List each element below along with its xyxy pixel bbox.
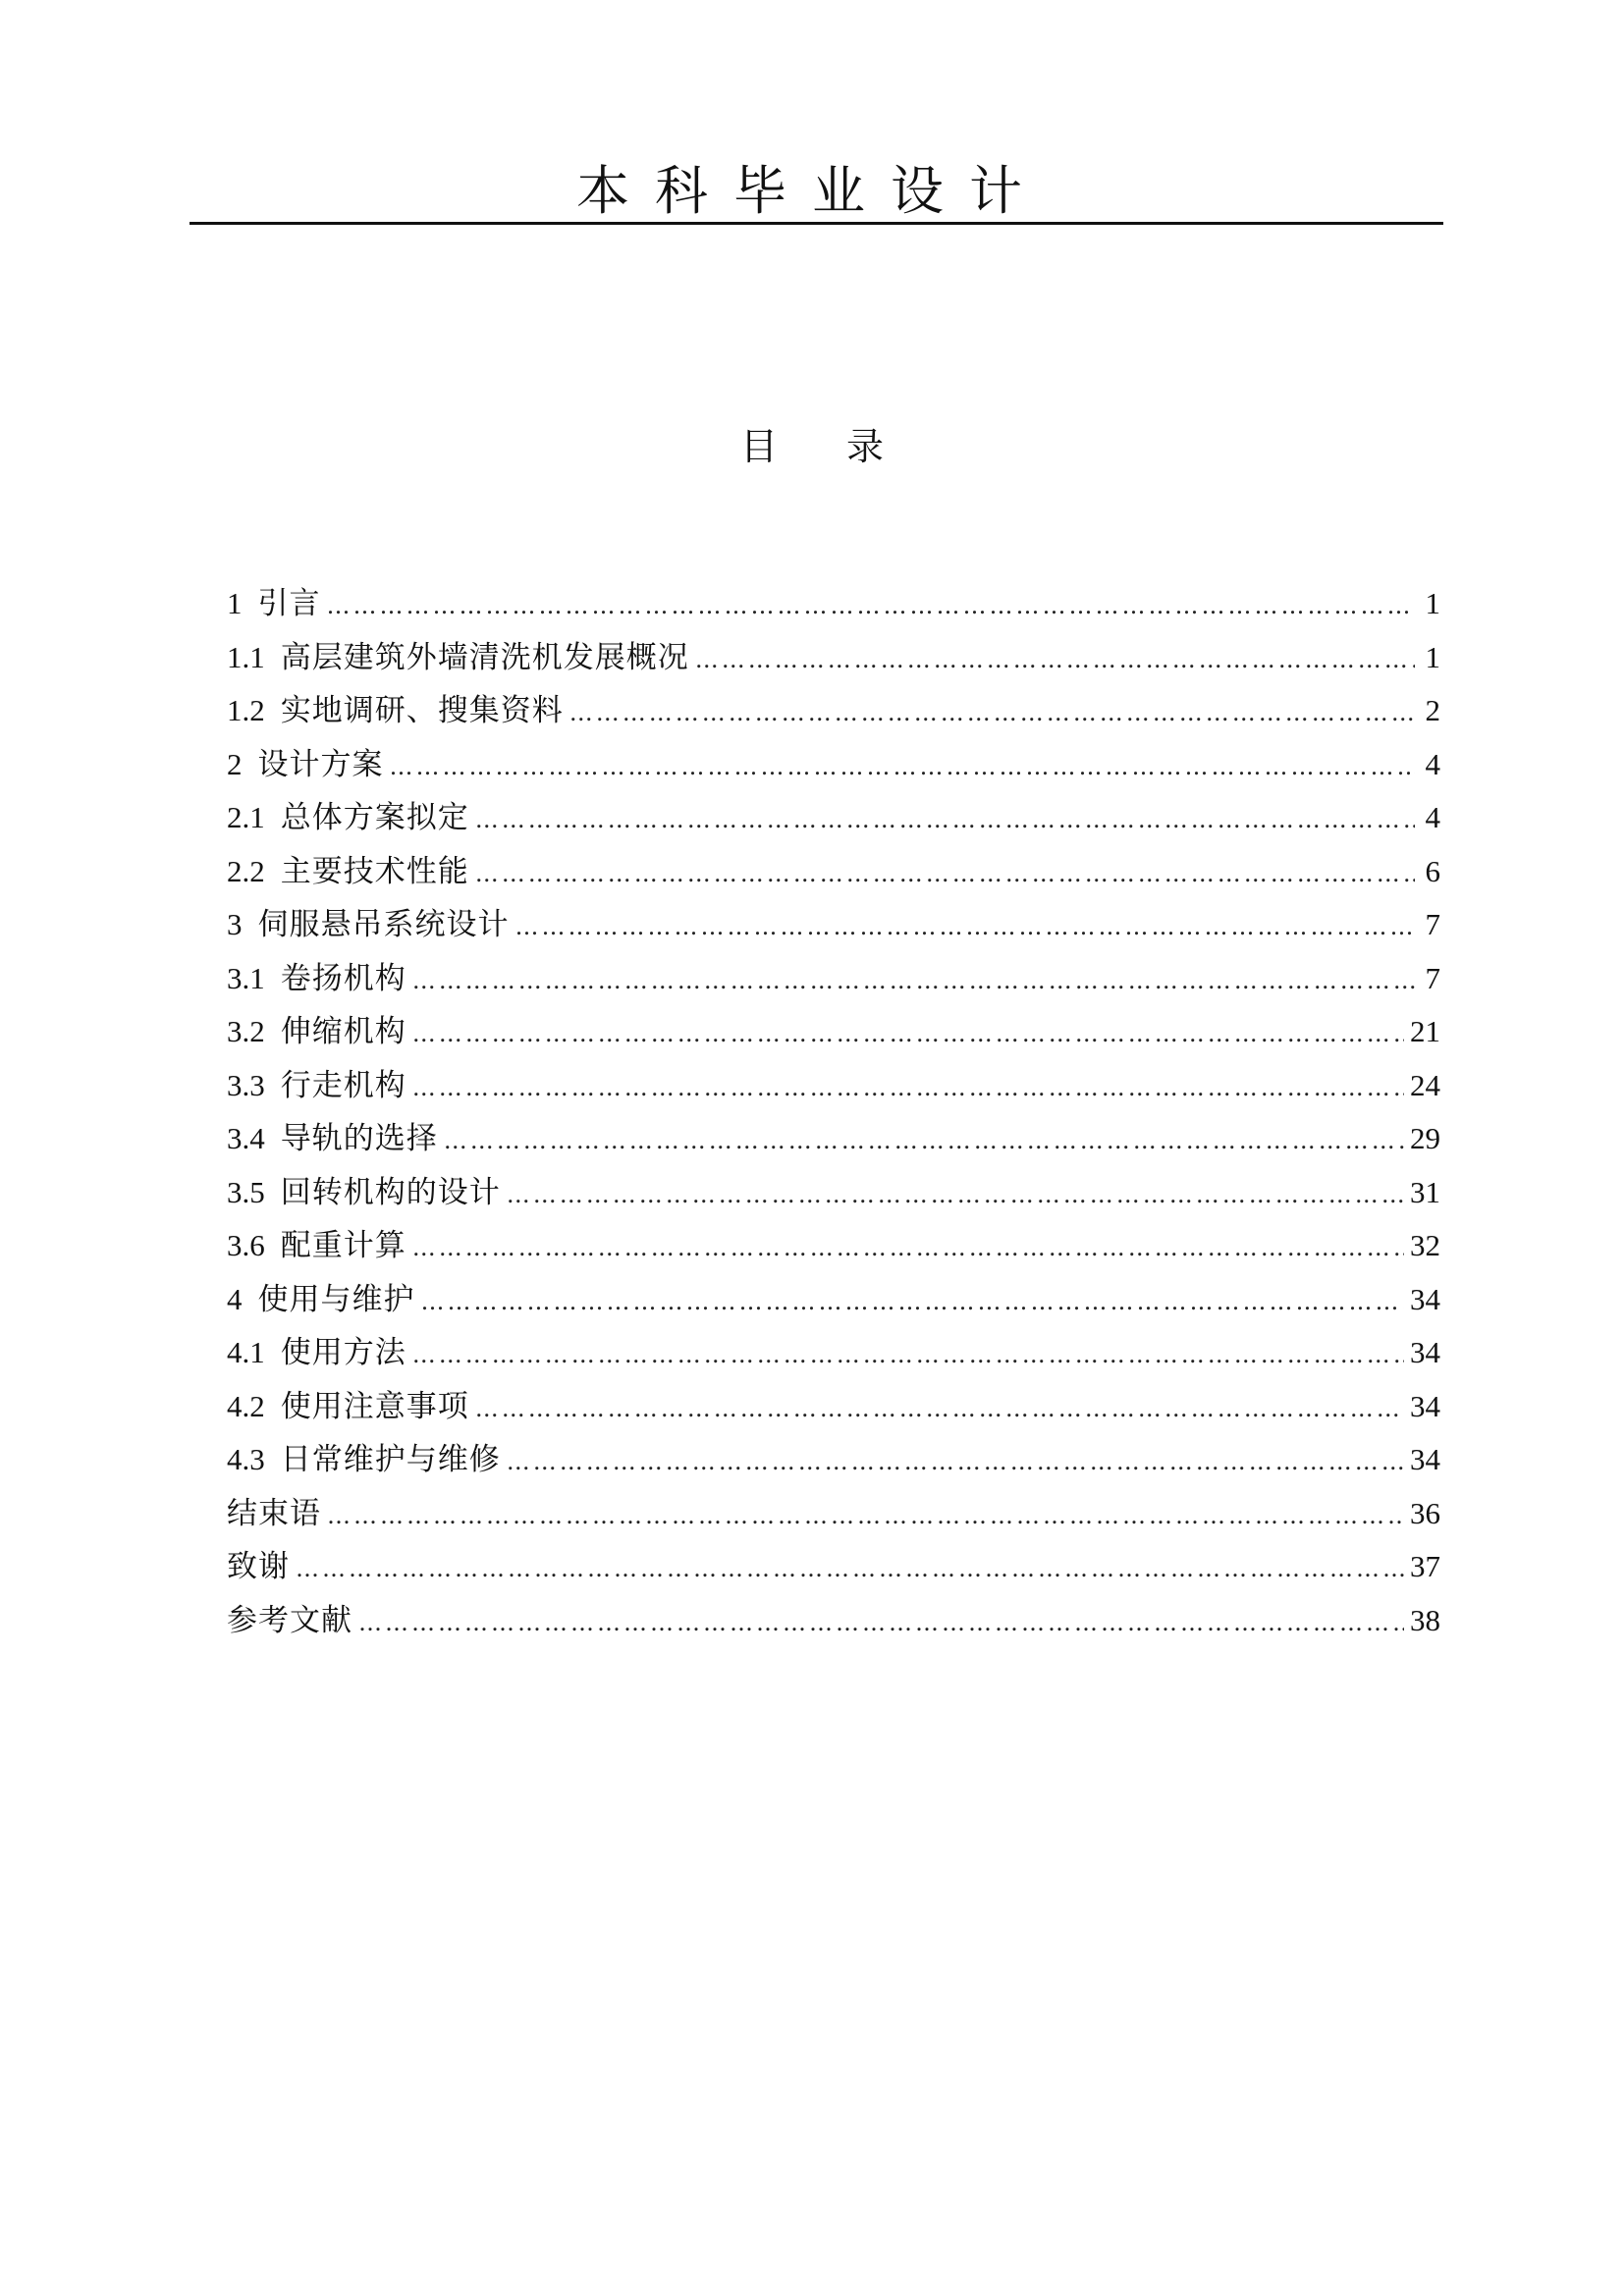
toc-entry-title: 使用注意事项 xyxy=(280,1388,469,1424)
toc-dot-leader xyxy=(412,1007,1404,1061)
toc-entry-page: 34 xyxy=(1410,1335,1440,1369)
toc-entry-number: 1.1 xyxy=(227,639,265,674)
toc-entry-title: 结束语 xyxy=(227,1495,321,1531)
toc-dot-leader xyxy=(412,1221,1404,1275)
toc-dot-leader xyxy=(515,900,1416,954)
toc-dot-leader xyxy=(475,1382,1404,1436)
toc-entry-acknowledgements[interactable] xyxy=(227,1540,1440,1594)
toc-entry-number: 2 xyxy=(227,746,243,781)
header-rule xyxy=(189,222,1443,225)
toc-entry-title: 设计方案 xyxy=(257,746,384,782)
toc-entry-number: 1.2 xyxy=(227,693,265,727)
toc-entry-2-2[interactable] xyxy=(227,845,1440,899)
toc-entry-page: 7 xyxy=(1425,960,1440,995)
toc-dot-leader xyxy=(507,1168,1404,1222)
toc-entry-title: 使用方法 xyxy=(280,1335,406,1370)
toc-dot-leader xyxy=(412,1328,1404,1382)
toc-dot-leader xyxy=(358,1596,1404,1650)
toc-entry-title: 总体方案拟定 xyxy=(280,800,469,835)
toc-entry-conclusion[interactable] xyxy=(227,1487,1440,1541)
toc-entry-number: 3.1 xyxy=(227,960,265,995)
toc-entry-1-1[interactable] xyxy=(227,631,1440,685)
toc-entry-number: 4.3 xyxy=(227,1442,265,1476)
toc-entry-3-4[interactable] xyxy=(227,1112,1440,1166)
toc-entry-page: 4 xyxy=(1425,746,1440,781)
toc-entry-number: 4.2 xyxy=(227,1388,265,1423)
toc-entry-number: 1 xyxy=(227,586,243,620)
document-header-title: 本科毕业设计 xyxy=(576,160,1048,222)
toc-entry-3-5[interactable] xyxy=(227,1166,1440,1220)
toc-dot-leader xyxy=(444,1114,1404,1168)
toc-entry-title: 参考文献 xyxy=(227,1602,352,1638)
toc-entry-page: 21 xyxy=(1410,1014,1440,1048)
toc-entry-1[interactable] xyxy=(227,577,1440,631)
toc-entry-2[interactable] xyxy=(227,738,1440,792)
toc-entry-page: 7 xyxy=(1425,907,1440,941)
toc-entry-title: 致谢 xyxy=(227,1549,290,1584)
toc-dot-leader xyxy=(327,579,1416,633)
toc-title xyxy=(0,422,1624,471)
toc-entry-number: 4.1 xyxy=(227,1335,265,1369)
toc-entry-title: 配重计算 xyxy=(280,1228,406,1263)
toc-entry-page: 34 xyxy=(1410,1442,1440,1476)
toc-entry-title: 伺服悬吊系统设计 xyxy=(257,907,510,942)
toc-entry-page: 24 xyxy=(1410,1067,1440,1102)
toc-entry-title: 使用与维护 xyxy=(257,1281,415,1317)
toc-entry-3-6[interactable] xyxy=(227,1219,1440,1273)
toc-entry-title: 日常维护与维修 xyxy=(280,1442,501,1477)
toc-entry-page: 36 xyxy=(1410,1495,1440,1530)
toc-entry-number: 3.6 xyxy=(227,1228,265,1262)
toc-entry-title: 实地调研、搜集资料 xyxy=(280,693,564,728)
toc-entry-title: 引言 xyxy=(257,586,321,621)
toc-dot-leader xyxy=(695,633,1415,687)
toc-entry-number: 2.2 xyxy=(227,853,265,888)
toc-entry-page: 2 xyxy=(1425,693,1440,727)
toc-entry-page: 32 xyxy=(1410,1228,1440,1262)
toc-entry-page: 31 xyxy=(1410,1174,1440,1209)
toc-entry-number: 3.3 xyxy=(227,1067,265,1102)
toc-title-right: 录 xyxy=(846,425,885,468)
toc-entry-3-3[interactable] xyxy=(227,1059,1440,1113)
toc-entry-number: 3.4 xyxy=(227,1121,265,1155)
toc-entry-number: 3.5 xyxy=(227,1174,265,1209)
toc-entry-title: 伸缩机构 xyxy=(280,1014,406,1049)
toc-dot-leader xyxy=(475,793,1415,847)
toc-entry-title: 行走机构 xyxy=(280,1067,406,1103)
toc-dot-leader xyxy=(475,847,1415,901)
toc-entry-title: 卷扬机构 xyxy=(280,960,406,996)
toc-entry-page: 37 xyxy=(1410,1549,1440,1583)
toc-dot-leader xyxy=(412,1061,1404,1115)
table-of-contents xyxy=(227,577,1440,1647)
toc-entry-page: 34 xyxy=(1410,1281,1440,1316)
toc-dot-leader xyxy=(327,1489,1404,1543)
toc-dot-leader xyxy=(507,1435,1404,1489)
toc-entry-title: 导轨的选择 xyxy=(280,1121,438,1156)
toc-entry-title: 回转机构的设计 xyxy=(280,1174,501,1210)
toc-entry-page: 4 xyxy=(1425,800,1440,834)
toc-entry-title: 高层建筑外墙清洗机发展概况 xyxy=(280,639,689,675)
toc-entry-page: 29 xyxy=(1410,1121,1440,1155)
toc-entry-references[interactable] xyxy=(227,1594,1440,1648)
toc-entry-4[interactable] xyxy=(227,1273,1440,1327)
toc-dot-leader xyxy=(296,1542,1404,1596)
toc-entry-page: 34 xyxy=(1410,1388,1440,1423)
toc-entry-number: 3 xyxy=(227,907,243,941)
toc-entry-page: 1 xyxy=(1425,586,1440,620)
toc-entry-number: 3.2 xyxy=(227,1014,265,1048)
toc-entry-4-1[interactable] xyxy=(227,1326,1440,1380)
toc-entry-2-1[interactable] xyxy=(227,791,1440,845)
toc-entry-4-3[interactable] xyxy=(227,1433,1440,1487)
toc-entry-number: 4 xyxy=(227,1281,243,1316)
toc-entry-4-2[interactable] xyxy=(227,1380,1440,1434)
toc-dot-leader xyxy=(421,1275,1405,1329)
toc-entry-page: 38 xyxy=(1410,1602,1440,1637)
toc-entry-3-1[interactable] xyxy=(227,952,1440,1006)
toc-entry-page: 6 xyxy=(1425,853,1440,888)
toc-entry-3-2[interactable] xyxy=(227,1005,1440,1059)
toc-dot-leader xyxy=(569,686,1415,740)
toc-title-left: 目 xyxy=(739,425,778,468)
toc-entry-page: 1 xyxy=(1425,639,1440,674)
toc-entry-3[interactable] xyxy=(227,898,1440,952)
toc-dot-leader xyxy=(412,954,1415,1008)
toc-entry-number: 2.1 xyxy=(227,800,265,834)
toc-dot-leader xyxy=(390,740,1416,794)
toc-entry-title: 主要技术性能 xyxy=(280,853,469,889)
toc-entry-1-2[interactable] xyxy=(227,684,1440,738)
